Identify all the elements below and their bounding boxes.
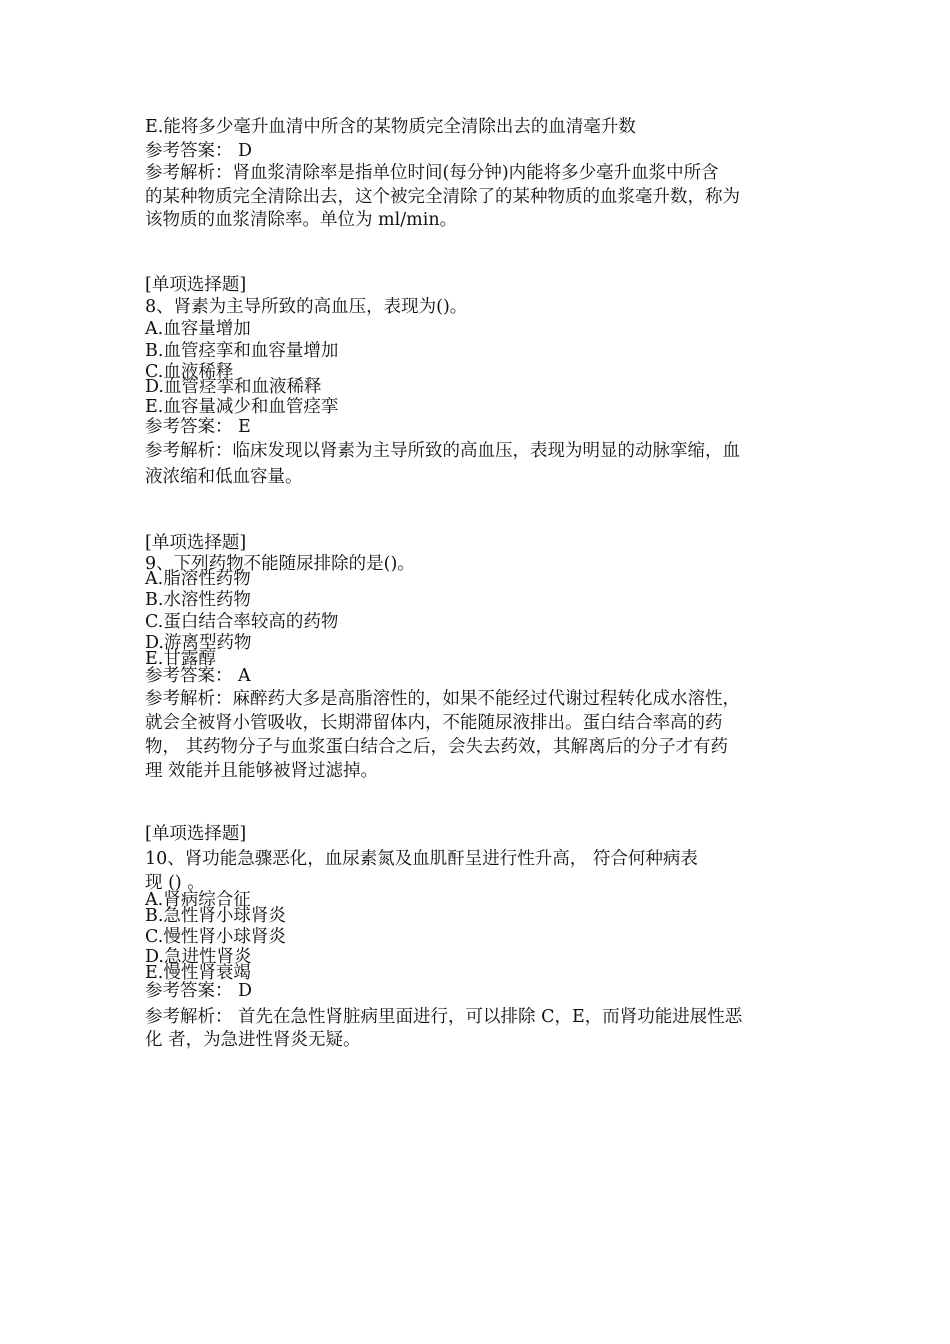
q8-option-e: E.血容量减少和血管痉挛 (145, 397, 339, 417)
q8-analysis-line-1: 参考解析：临床发现以肾素为主导所致的高血压，表现为明显的动脉挛缩，血 (145, 441, 740, 461)
q9-stem: 9、下列药物不能随尿排除的是()。 (145, 554, 415, 574)
q10-option-a: A.肾病综合征 (145, 890, 251, 910)
q10-stem-line-1: 10、肾功能急骤恶化，血尿素氮及血肌酐呈进行性升高， 符合何种病表 (145, 849, 698, 869)
q10-option-e: E.慢性肾衰竭 (145, 963, 251, 983)
q9-option-d: D.游离型药物 (145, 633, 252, 653)
q9-analysis-line-3: 物， 其药物分子与血浆蛋白结合之后，会失去药效，其解离后的分子才有药 (145, 737, 729, 757)
q8-option-a: A.血容量增加 (145, 319, 251, 339)
q9-type: [单项选择题] (145, 533, 247, 553)
q10-analysis-line-2: 化 者，为急进性肾炎无疑。 (145, 1030, 361, 1050)
q8-type: [单项选择题] (145, 275, 247, 295)
q9-option-b: B.水溶性药物 (145, 590, 251, 610)
q9-analysis-line-4: 理 效能并且能够被肾过滤掉。 (145, 761, 379, 781)
prev-answer: 参考答案： D (145, 141, 253, 161)
q8-option-b: B.血管痉挛和血容量增加 (145, 341, 339, 361)
q8-option-c: C.血液稀释 (145, 362, 234, 382)
q9-answer: 参考答案： A (145, 666, 251, 686)
q8-option-d: D.血管痉挛和血液稀释 (145, 377, 322, 397)
q9-analysis-line-2: 就会全被肾小管吸收，长期滞留体内，不能随尿液排出。蛋白结合率高的药 (145, 713, 723, 733)
q8-stem: 8、肾素为主导所致的高血压，表现为()。 (145, 297, 468, 317)
q9-option-c: C.蛋白结合率较高的药物 (145, 612, 339, 632)
prev-option-e: E.能将多少毫升血清中所含的某物质完全清除出去的血清毫升数 (145, 117, 636, 137)
prev-analysis-line-1: 参考解析：肾血浆清除率是指单位时间(每分钟)内能将多少毫升血浆中所含 (145, 163, 719, 183)
q10-type: [单项选择题] (145, 824, 247, 844)
q10-answer: 参考答案： D (145, 981, 253, 1001)
q8-analysis-line-2: 液浓缩和低血容量。 (145, 467, 303, 487)
q10-stem-line-2: 现 () 。 (145, 873, 205, 893)
q10-option-d: D.急进性肾炎 (145, 947, 252, 967)
prev-analysis-line-3: 该物质的血浆清除率。单位为 ml/min。 (145, 210, 458, 230)
q10-analysis-line-1: 参考解析： 首先在急性肾脏病里面进行，可以排除 C，E，而肾功能进展性恶 (145, 1007, 743, 1027)
q8-answer: 参考答案： E (145, 417, 251, 437)
q9-option-a: A.脂溶性药物 (145, 569, 251, 589)
q9-option-e: E.甘露醇 (145, 649, 216, 669)
q10-option-b: B.急性肾小球肾炎 (145, 906, 286, 926)
q10-option-c: C.慢性肾小球肾炎 (145, 927, 286, 947)
prev-analysis-line-2: 的某种物质完全清除出去，这个被完全清除了的某种物质的血浆毫升数，称为 (145, 187, 740, 207)
q9-analysis-line-1: 参考解析：麻醉药大多是高脂溶性的，如果不能经过代谢过程转化成水溶性， (145, 689, 740, 709)
